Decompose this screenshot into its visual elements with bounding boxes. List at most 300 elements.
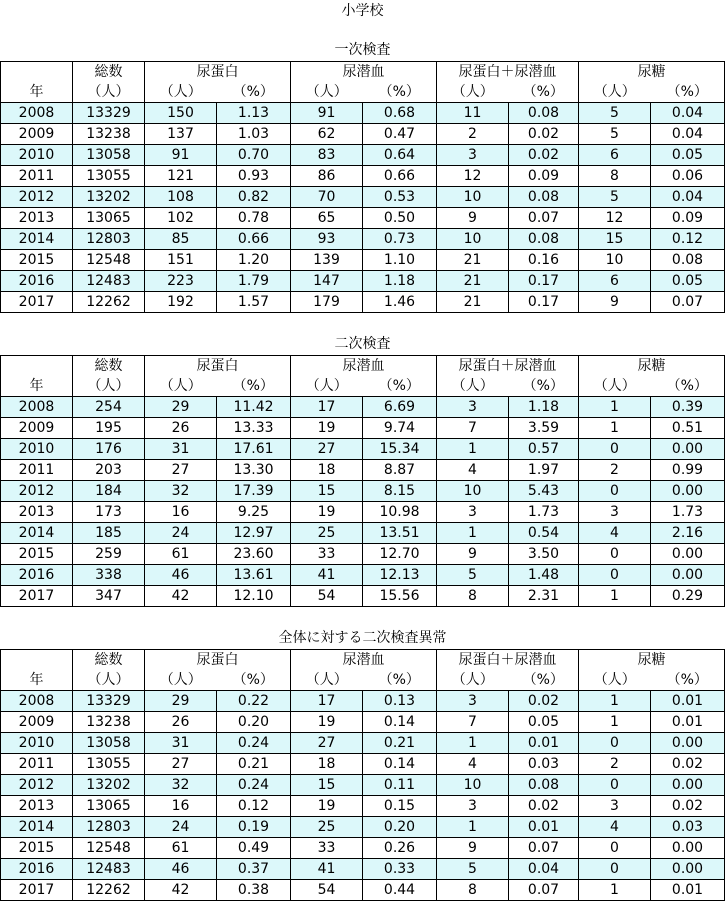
cell-sugar-count: 4	[579, 817, 651, 838]
cell-protein-percent: 1.03	[217, 124, 291, 145]
cell-protein-percent: 13.61	[217, 565, 291, 586]
cell-sugar-count: 0	[579, 733, 651, 754]
header-unit: （人）	[579, 376, 651, 397]
cell-sugar-percent: 0.01	[651, 880, 725, 901]
cell-blood-count: 54	[291, 880, 363, 901]
header-unit: （人）	[73, 82, 145, 103]
cell-blood-count: 27	[291, 439, 363, 460]
header-unit: （人）	[145, 82, 217, 103]
table-row	[1, 859, 725, 880]
header-total: 総数	[73, 62, 145, 83]
cell-blood-percent: 0.47	[363, 124, 437, 145]
cell-blood-count: 65	[291, 208, 363, 229]
cell-protein-percent: 0.82	[217, 187, 291, 208]
cell-sugar-percent: 0.01	[651, 712, 725, 733]
table-row	[1, 712, 725, 733]
cell-total: 13055	[73, 166, 145, 187]
table-row	[1, 418, 725, 439]
cell-blood-count: 54	[291, 586, 363, 607]
cell-blood-percent: 0.13	[363, 691, 437, 712]
cell-protein-blood-percent: 0.02	[509, 145, 579, 166]
cell-blood-count: 83	[291, 145, 363, 166]
cell-total: 13238	[73, 124, 145, 145]
cell-sugar-percent: 0.09	[651, 208, 725, 229]
cell-protein-count: 16	[145, 502, 217, 523]
cell-protein-count: 27	[145, 460, 217, 481]
cell-protein-blood-percent: 0.03	[509, 754, 579, 775]
cell-protein-percent: 12.97	[217, 523, 291, 544]
header-year-top	[1, 356, 73, 377]
header-unit: （人）	[579, 82, 651, 103]
table-row	[1, 208, 725, 229]
cell-protein-blood-count: 3	[437, 397, 509, 418]
header-blood: 尿潜血	[291, 62, 437, 83]
cell-blood-percent: 0.20	[363, 817, 437, 838]
cell-protein-percent: 0.20	[217, 712, 291, 733]
cell-sugar-percent: 0.01	[651, 691, 725, 712]
cell-blood-count: 17	[291, 397, 363, 418]
header-unit: （%）	[363, 670, 437, 691]
cell-protein-percent: 0.24	[217, 775, 291, 796]
cell-protein-blood-percent: 0.17	[509, 292, 579, 313]
cell-total: 13202	[73, 187, 145, 208]
cell-sugar-count: 4	[579, 523, 651, 544]
cell-sugar-percent: 0.00	[651, 565, 725, 586]
cell-blood-percent: 1.18	[363, 271, 437, 292]
cell-sugar-count: 5	[579, 187, 651, 208]
header-sugar: 尿糖	[579, 650, 725, 671]
cell-year: 2012	[1, 481, 73, 502]
cell-sugar-count: 0	[579, 775, 651, 796]
cell-blood-percent: 10.98	[363, 502, 437, 523]
cell-blood-percent: 12.70	[363, 544, 437, 565]
cell-protein-blood-count: 10	[437, 775, 509, 796]
cell-blood-percent: 9.74	[363, 418, 437, 439]
table-row	[1, 292, 725, 313]
cell-protein-blood-count: 11	[437, 103, 509, 124]
cell-blood-count: 19	[291, 418, 363, 439]
cell-sugar-count: 1	[579, 586, 651, 607]
table-row	[1, 271, 725, 292]
cell-blood-percent: 0.64	[363, 145, 437, 166]
cell-protein-blood-count: 8	[437, 586, 509, 607]
cell-blood-count: 19	[291, 796, 363, 817]
cell-protein-percent: 1.20	[217, 250, 291, 271]
cell-protein-percent: 0.37	[217, 859, 291, 880]
cell-protein-percent: 0.24	[217, 733, 291, 754]
data-table	[0, 355, 725, 607]
header-year-top	[1, 650, 73, 671]
cell-blood-count: 27	[291, 733, 363, 754]
header-unit: （人）	[437, 82, 509, 103]
cell-protein-blood-percent: 1.73	[509, 502, 579, 523]
cell-protein-blood-count: 10	[437, 481, 509, 502]
section-title: 一次検査	[334, 42, 391, 58]
cell-year: 2010	[1, 145, 73, 166]
cell-total: 13329	[73, 691, 145, 712]
data-table	[0, 649, 725, 901]
cell-sugar-percent: 0.04	[651, 187, 725, 208]
cell-total: 173	[73, 502, 145, 523]
header-unit: （人）	[291, 670, 363, 691]
cell-protein-count: 26	[145, 418, 217, 439]
cell-protein-count: 24	[145, 817, 217, 838]
cell-protein-percent: 9.25	[217, 502, 291, 523]
table-row	[1, 817, 725, 838]
cell-protein-count: 150	[145, 103, 217, 124]
table-row	[1, 439, 725, 460]
header-unit: （%）	[217, 82, 291, 103]
cell-total: 13058	[73, 145, 145, 166]
cell-protein-blood-count: 21	[437, 271, 509, 292]
table-row	[1, 250, 725, 271]
cell-protein-percent: 0.22	[217, 691, 291, 712]
cell-protein-blood-count: 10	[437, 229, 509, 250]
cell-protein-percent: 13.30	[217, 460, 291, 481]
header-unit: （人）	[291, 376, 363, 397]
cell-blood-percent: 0.21	[363, 733, 437, 754]
cell-protein-blood-percent: 1.97	[509, 460, 579, 481]
cell-blood-count: 15	[291, 481, 363, 502]
cell-blood-count: 62	[291, 124, 363, 145]
cell-year: 2010	[1, 733, 73, 754]
cell-year: 2016	[1, 565, 73, 586]
table-row	[1, 691, 725, 712]
cell-year: 2017	[1, 292, 73, 313]
cell-blood-percent: 15.56	[363, 586, 437, 607]
data-table	[0, 61, 725, 313]
cell-protein-count: 46	[145, 565, 217, 586]
cell-sugar-percent: 0.04	[651, 103, 725, 124]
cell-protein-percent: 0.70	[217, 145, 291, 166]
cell-total: 12803	[73, 817, 145, 838]
cell-protein-percent: 0.49	[217, 838, 291, 859]
cell-year: 2017	[1, 586, 73, 607]
cell-sugar-count: 0	[579, 565, 651, 586]
header-unit: （人）	[145, 670, 217, 691]
cell-protein-blood-percent: 0.07	[509, 838, 579, 859]
cell-sugar-count: 6	[579, 145, 651, 166]
cell-sugar-percent: 0.00	[651, 544, 725, 565]
cell-blood-count: 17	[291, 691, 363, 712]
cell-year: 2012	[1, 775, 73, 796]
cell-total: 12262	[73, 880, 145, 901]
cell-protein-percent: 0.21	[217, 754, 291, 775]
cell-year: 2014	[1, 817, 73, 838]
cell-year: 2016	[1, 859, 73, 880]
cell-blood-count: 86	[291, 166, 363, 187]
cell-protein-count: 223	[145, 271, 217, 292]
header-unit: （%）	[217, 376, 291, 397]
cell-sugar-percent: 0.12	[651, 229, 725, 250]
cell-protein-percent: 13.33	[217, 418, 291, 439]
cell-protein-count: 26	[145, 712, 217, 733]
cell-blood-percent: 0.73	[363, 229, 437, 250]
cell-protein-blood-count: 7	[437, 712, 509, 733]
header-sugar: 尿糖	[579, 62, 725, 83]
cell-blood-count: 19	[291, 712, 363, 733]
table-row	[1, 565, 725, 586]
cell-year: 2008	[1, 691, 73, 712]
header-unit: （人）	[579, 670, 651, 691]
cell-year: 2013	[1, 502, 73, 523]
cell-sugar-percent: 1.73	[651, 502, 725, 523]
header-row	[1, 62, 725, 83]
cell-total: 195	[73, 418, 145, 439]
cell-sugar-percent: 2.16	[651, 523, 725, 544]
cell-total: 12483	[73, 859, 145, 880]
cell-sugar-count: 5	[579, 124, 651, 145]
cell-blood-percent: 0.15	[363, 796, 437, 817]
cell-total: 12548	[73, 838, 145, 859]
cell-year: 2014	[1, 523, 73, 544]
cell-protein-blood-count: 12	[437, 166, 509, 187]
cell-protein-blood-percent: 0.07	[509, 208, 579, 229]
cell-total: 13065	[73, 796, 145, 817]
table-row	[1, 103, 725, 124]
cell-year: 2014	[1, 229, 73, 250]
table-row	[1, 796, 725, 817]
cell-blood-count: 91	[291, 103, 363, 124]
cell-blood-percent: 12.13	[363, 565, 437, 586]
cell-protein-blood-count: 21	[437, 292, 509, 313]
cell-protein-blood-count: 9	[437, 838, 509, 859]
cell-sugar-percent: 0.05	[651, 271, 725, 292]
cell-blood-percent: 13.51	[363, 523, 437, 544]
page-title: 小学校	[341, 3, 384, 19]
header-sugar: 尿糖	[579, 356, 725, 377]
cell-protein-blood-count: 7	[437, 418, 509, 439]
table-row	[1, 754, 725, 775]
header-blood: 尿潜血	[291, 650, 437, 671]
cell-sugar-count: 0	[579, 544, 651, 565]
cell-protein-blood-percent: 0.02	[509, 796, 579, 817]
cell-sugar-count: 1	[579, 397, 651, 418]
table-row	[1, 166, 725, 187]
cell-sugar-percent: 0.99	[651, 460, 725, 481]
cell-sugar-count: 5	[579, 103, 651, 124]
cell-sugar-count: 12	[579, 208, 651, 229]
table-section	[0, 334, 725, 607]
cell-sugar-count: 0	[579, 859, 651, 880]
cell-sugar-count: 2	[579, 460, 651, 481]
cell-protein-percent: 23.60	[217, 544, 291, 565]
cell-protein-blood-percent: 0.08	[509, 103, 579, 124]
section-title: 全体に対する二次検査異常	[278, 630, 447, 646]
cell-protein-blood-count: 3	[437, 502, 509, 523]
cell-year: 2011	[1, 166, 73, 187]
cell-blood-count: 70	[291, 187, 363, 208]
cell-sugar-percent: 0.29	[651, 586, 725, 607]
cell-protein-count: 24	[145, 523, 217, 544]
cell-protein-blood-percent: 0.02	[509, 124, 579, 145]
cell-total: 13238	[73, 712, 145, 733]
cell-blood-percent: 0.66	[363, 166, 437, 187]
cell-blood-count: 41	[291, 859, 363, 880]
cell-protein-count: 27	[145, 754, 217, 775]
cell-blood-percent: 0.44	[363, 880, 437, 901]
cell-sugar-count: 3	[579, 796, 651, 817]
cell-sugar-count: 0	[579, 439, 651, 460]
cell-protein-count: 85	[145, 229, 217, 250]
header-row	[1, 650, 725, 671]
cell-year: 2008	[1, 397, 73, 418]
cell-blood-count: 147	[291, 271, 363, 292]
cell-total: 13058	[73, 733, 145, 754]
cell-protein-percent: 0.93	[217, 166, 291, 187]
cell-blood-count: 33	[291, 544, 363, 565]
cell-total: 12548	[73, 250, 145, 271]
cell-protein-count: 42	[145, 586, 217, 607]
cell-protein-blood-percent: 0.16	[509, 250, 579, 271]
cell-blood-percent: 0.26	[363, 838, 437, 859]
cell-protein-count: 32	[145, 481, 217, 502]
table-row	[1, 775, 725, 796]
table-row	[1, 544, 725, 565]
cell-protein-blood-percent: 0.05	[509, 712, 579, 733]
cell-total: 12262	[73, 292, 145, 313]
cell-total: 184	[73, 481, 145, 502]
cell-year: 2011	[1, 460, 73, 481]
cell-protein-blood-count: 3	[437, 145, 509, 166]
cell-protein-count: 192	[145, 292, 217, 313]
table-row	[1, 481, 725, 502]
cell-protein-percent: 0.66	[217, 229, 291, 250]
cell-protein-count: 31	[145, 733, 217, 754]
cell-blood-percent: 0.11	[363, 775, 437, 796]
table-row	[1, 838, 725, 859]
cell-year: 2015	[1, 250, 73, 271]
cell-blood-count: 18	[291, 460, 363, 481]
cell-protein-percent: 0.78	[217, 208, 291, 229]
header-row	[1, 670, 725, 691]
cell-sugar-percent: 0.08	[651, 250, 725, 271]
cell-protein-blood-count: 8	[437, 880, 509, 901]
cell-protein-percent: 0.38	[217, 880, 291, 901]
cell-total: 12803	[73, 229, 145, 250]
cell-year: 2010	[1, 439, 73, 460]
cell-total: 12483	[73, 271, 145, 292]
cell-blood-percent: 0.50	[363, 208, 437, 229]
cell-blood-count: 15	[291, 775, 363, 796]
cell-protein-blood-percent: 0.01	[509, 817, 579, 838]
cell-protein-blood-percent: 0.04	[509, 859, 579, 880]
cell-protein-percent: 17.61	[217, 439, 291, 460]
cell-year: 2016	[1, 271, 73, 292]
cell-sugar-percent: 0.04	[651, 124, 725, 145]
header-unit: （%）	[651, 82, 725, 103]
cell-protein-percent: 0.19	[217, 817, 291, 838]
cell-blood-count: 33	[291, 838, 363, 859]
cell-protein-count: 137	[145, 124, 217, 145]
cell-protein-count: 151	[145, 250, 217, 271]
cell-protein-blood-percent: 0.02	[509, 691, 579, 712]
cell-protein-percent: 17.39	[217, 481, 291, 502]
cell-protein-blood-count: 10	[437, 187, 509, 208]
cell-protein-percent: 1.13	[217, 103, 291, 124]
header-unit: （%）	[651, 376, 725, 397]
header-unit: （人）	[145, 376, 217, 397]
cell-blood-percent: 0.68	[363, 103, 437, 124]
cell-sugar-percent: 0.00	[651, 439, 725, 460]
header-unit: （%）	[363, 82, 437, 103]
cell-blood-count: 25	[291, 523, 363, 544]
cell-blood-count: 25	[291, 817, 363, 838]
cell-protein-blood-percent: 0.54	[509, 523, 579, 544]
header-protein: 尿蛋白	[145, 650, 291, 671]
cell-total: 338	[73, 565, 145, 586]
cell-protein-blood-count: 9	[437, 544, 509, 565]
cell-sugar-count: 8	[579, 166, 651, 187]
cell-blood-percent: 1.10	[363, 250, 437, 271]
table-section	[0, 628, 725, 901]
header-protein: 尿蛋白	[145, 62, 291, 83]
table-row	[1, 145, 725, 166]
cell-blood-percent: 8.87	[363, 460, 437, 481]
cell-protein-blood-percent: 0.09	[509, 166, 579, 187]
header-unit: （%）	[217, 670, 291, 691]
cell-protein-blood-percent: 1.18	[509, 397, 579, 418]
cell-protein-blood-percent: 2.31	[509, 586, 579, 607]
cell-total: 254	[73, 397, 145, 418]
cell-blood-percent: 0.33	[363, 859, 437, 880]
cell-year: 2009	[1, 418, 73, 439]
header-unit: （人）	[73, 670, 145, 691]
cell-protein-percent: 11.42	[217, 397, 291, 418]
cell-protein-blood-percent: 0.01	[509, 733, 579, 754]
header-unit: （%）	[509, 82, 579, 103]
cell-protein-percent: 1.79	[217, 271, 291, 292]
header-total: 総数	[73, 650, 145, 671]
cell-sugar-count: 9	[579, 292, 651, 313]
table-row	[1, 187, 725, 208]
cell-protein-blood-percent: 3.59	[509, 418, 579, 439]
cell-blood-percent: 0.14	[363, 754, 437, 775]
cell-sugar-count: 1	[579, 880, 651, 901]
cell-protein-percent: 1.57	[217, 292, 291, 313]
cell-sugar-count: 15	[579, 229, 651, 250]
cell-protein-blood-count: 3	[437, 796, 509, 817]
header-total: 総数	[73, 356, 145, 377]
cell-sugar-count: 0	[579, 481, 651, 502]
cell-protein-count: 121	[145, 166, 217, 187]
cell-protein-percent: 0.12	[217, 796, 291, 817]
cell-protein-blood-count: 5	[437, 859, 509, 880]
cell-blood-count: 19	[291, 502, 363, 523]
cell-sugar-count: 2	[579, 754, 651, 775]
cell-protein-blood-percent: 5.43	[509, 481, 579, 502]
cell-protein-count: 42	[145, 880, 217, 901]
cell-sugar-count: 0	[579, 838, 651, 859]
cell-blood-count: 179	[291, 292, 363, 313]
cell-year: 2009	[1, 124, 73, 145]
table-row	[1, 586, 725, 607]
header-row	[1, 356, 725, 377]
header-unit: （%）	[509, 670, 579, 691]
cell-sugar-count: 1	[579, 418, 651, 439]
cell-sugar-percent: 0.02	[651, 796, 725, 817]
header-unit: （%）	[509, 376, 579, 397]
cell-blood-percent: 1.46	[363, 292, 437, 313]
cell-blood-percent: 0.53	[363, 187, 437, 208]
cell-sugar-count: 10	[579, 250, 651, 271]
cell-year: 2013	[1, 208, 73, 229]
cell-protein-blood-percent: 0.08	[509, 187, 579, 208]
cell-year: 2012	[1, 187, 73, 208]
table-section	[0, 40, 725, 313]
cell-sugar-percent: 0.39	[651, 397, 725, 418]
header-year: 年	[1, 82, 73, 103]
